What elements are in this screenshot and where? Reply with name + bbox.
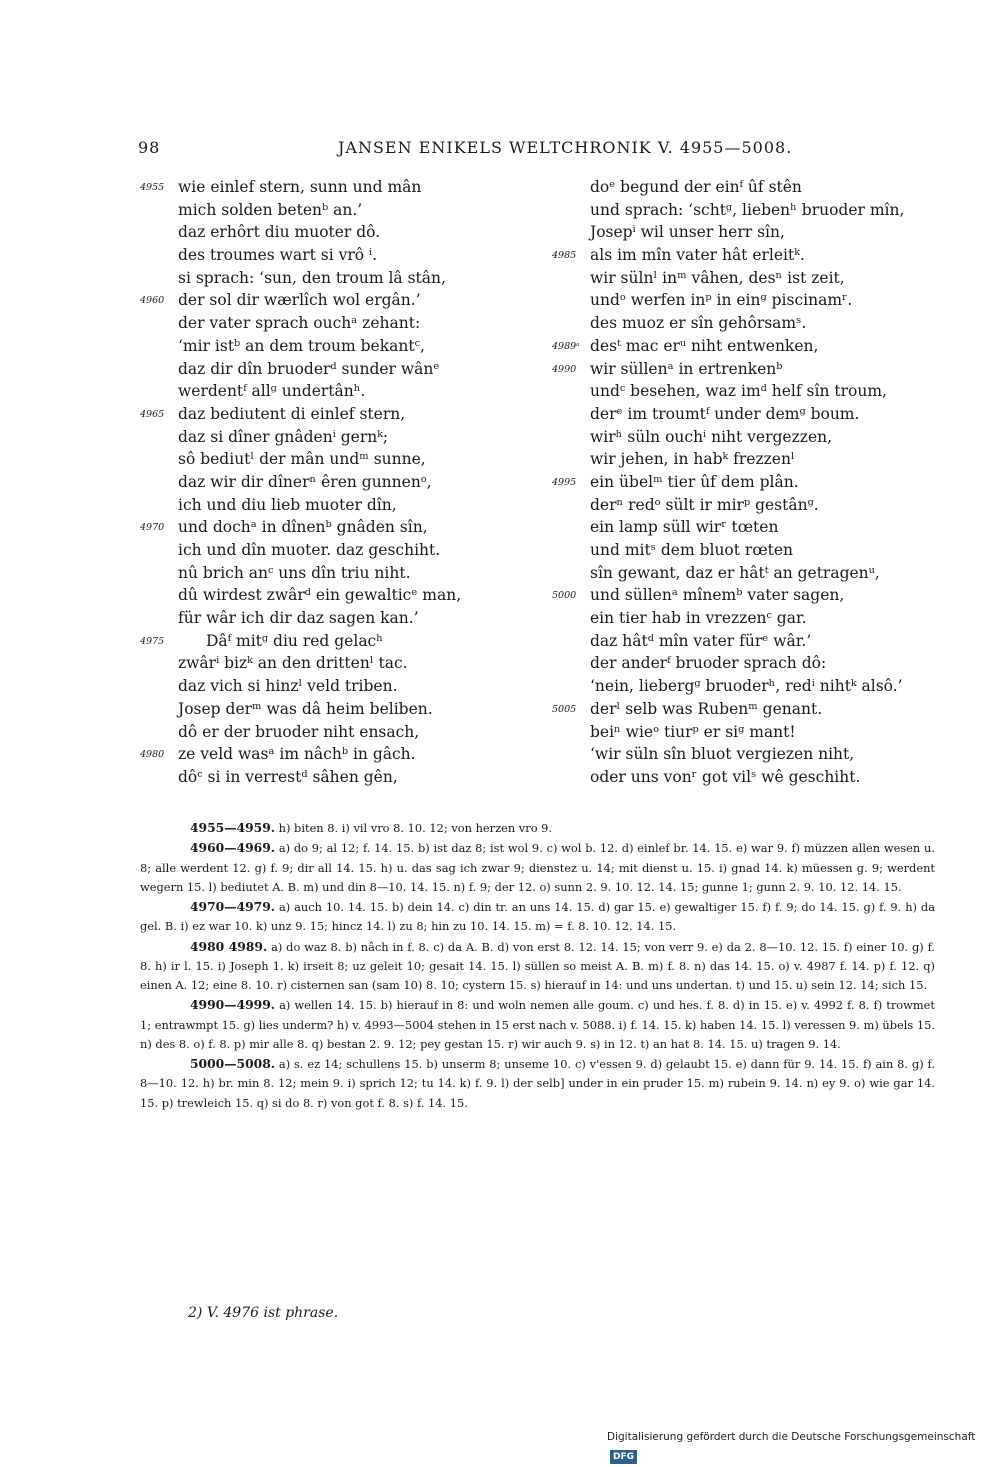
right-verse-line xyxy=(552,244,952,267)
verse-text: oder uns vonʳ got vilˢ wê geschiht. xyxy=(590,767,861,786)
left-verse-line xyxy=(140,607,550,630)
verse-text: daz hâtᵈ mîn vater fürᵉ wâr.’ xyxy=(590,631,812,650)
verse-text: ‘mir istᵇ an dem troum bekantᶜ, xyxy=(178,336,425,355)
verse-text: ich und diu lieb muoter dîn, xyxy=(178,495,397,514)
right-verse-line xyxy=(552,312,952,335)
right-verse-line xyxy=(552,199,952,222)
left-verse-line xyxy=(140,562,550,585)
verse-text: mich solden betenᵇ an.’ xyxy=(178,200,363,219)
verse-number: 4960 xyxy=(140,295,165,307)
verse-text: Josep derᵐ was dâ heim beliben. xyxy=(178,699,433,718)
verse-text: der anderᶠ bruoder sprach dô: xyxy=(590,654,827,673)
verse-text: daz erhôrt diu muoter dô. xyxy=(178,223,381,242)
verse-text: für wâr ich dir daz sagen kan.’ xyxy=(178,609,419,628)
apparatus-variants: a) do waz 8. b) nâch in f. 8. c) da A. B. d) von erst 8. 12. 14. 15; von verr 9. e) da 2. 8—10. 12. 15. f) einer 10. g) f. 8. h) ir l. 15. i) Joseph 1. k) irseit 8; uz geleit 10; gesait 14. 15. l) süllen so meist A. B. m) f. 8. n) das 14. 15. o) v. 4987 f. 14. p) f. 12. q) einen A. 12; eine 8. 10. r) cisternen san (sam 10) 8. 10; cystern 15. s) hierauf in 14: und uns undertan. t) und 15. u) sein 12. 14; sich 15. xyxy=(140,939,936,992)
apparatus-variants: h) biten 8. i) vil vro 8. 10. 12; von herzen vro 9. xyxy=(278,821,553,835)
verse-text: wie einlef stern, sunn und mân xyxy=(178,178,422,196)
right-verse-line xyxy=(552,766,952,789)
verse-number: 4965 xyxy=(140,408,165,420)
dfg-logo: DFG xyxy=(610,1450,637,1464)
verse-text: zwârⁱ bizᵏ an den drittenˡ tac. xyxy=(178,654,408,673)
apparatus-variants: a) do 9; al 12; f. 14. 15. b) ist daz 8; ist wol 9. c) wol b. 12. d) einlef br. 14. 15. e) war 9. f) müzzen allen wesen u. 8; alle werdent 12. g) f. 9; dir all 14. 15. h) u. das sag ich zwar 9; dienstez u. 14; mit dienst u. 15. i) gnad 14. k) müessen g. 9; werdent wegern 15. l) bediutet A. B. m) und din 8—10. 14. 15. n) f. 9; der 12. o) sunn 2. 9. 10. 12. 14. 15; gunne 1; gunn 2. 9. 10. 12. 14. 15. xyxy=(140,841,935,894)
left-verse-line xyxy=(140,516,550,539)
verse-text: dô er der bruoder niht ensach, xyxy=(178,722,420,741)
left-verse-line xyxy=(140,244,550,267)
apparatus-block xyxy=(140,937,935,996)
verse-text: wir süllenᵃ in ertrenkenᵇ xyxy=(590,359,783,378)
left-verse-line xyxy=(140,448,550,471)
right-verse-column xyxy=(552,176,952,789)
left-verse-line xyxy=(140,743,550,766)
verse-number: 4995 xyxy=(552,476,577,488)
left-verse-line xyxy=(140,267,550,290)
verse-text: ein tier hab in vrezzenᶜ gar. xyxy=(590,609,807,628)
apparatus-verse-range: 4990—4999. xyxy=(190,997,276,1013)
verse-text: sô bediutˡ der mân undᵐ sunne, xyxy=(178,450,426,469)
verse-number: 4955 xyxy=(140,182,165,193)
verse-text: undᶜ besehen, waz imᵈ helf sîn troum, xyxy=(590,382,887,401)
right-verse-line xyxy=(552,426,952,449)
verse-text: undᵒ werfen inᵖ in einᵍ piscinamʳ. xyxy=(590,291,853,310)
verse-text: als im mîn vater hât erleitᵏ. xyxy=(590,246,805,265)
verse-text: ‘nein, liebergᵍ bruoderʰ, redⁱ nihtᵏ alsô.’ xyxy=(590,677,903,696)
funding-footer xyxy=(607,1427,1000,1462)
verse-text: daz wir dir dînerⁿ êren gunnenᵒ, xyxy=(178,472,432,491)
left-verse-line xyxy=(140,721,550,744)
right-verse-line xyxy=(552,403,952,426)
apparatus-verse-range: 4980 4989. xyxy=(190,938,268,954)
left-verse-line xyxy=(140,630,550,653)
verse-text: ‘wir süln sîn bluot vergiezen niht, xyxy=(590,745,855,764)
verse-text: ein lamp süll wirʳ tœten xyxy=(590,518,779,537)
verse-number: 4975 xyxy=(140,635,165,647)
verse-text: und süllenᵃ mînemᵇ vater sagen, xyxy=(590,586,845,605)
verse-text: dôᶜ si in verrestᵈ sâhen gên, xyxy=(178,767,398,786)
running-title: JANSEN ENIKELS WELTCHRONIK V. 4955—5008. xyxy=(338,138,793,157)
verse-text: derᵉ im troumtᶠ under demᵍ boum. xyxy=(590,404,860,423)
apparatus-variants: a) auch 10. 14. 15. b) dein 14. c) din tr. an uns 14. 15. d) gar 15. e) gewaltiger 15. f) f. 9; do 14. 15. g) f. 9. h) da gel. B. i) ez war 10. k) unz 9. 15; hincz 14. l) zu 8; hin zu 10. 14. 15. m) = f. 8. 10. 12. 14. 15. xyxy=(140,900,935,934)
verse-text: dû wirdest zwârᵈ ein gewalticᵉ man, xyxy=(178,586,462,605)
right-verse-line xyxy=(552,267,952,290)
left-verse-line xyxy=(140,584,550,607)
left-verse-line xyxy=(140,199,550,222)
apparatus-block xyxy=(140,1054,935,1113)
right-verse-line xyxy=(552,539,952,562)
verse-number: 4980 xyxy=(140,749,165,761)
footnote: 2) V. 4976 ist phrase. xyxy=(188,1305,339,1321)
apparatus-verse-range: 5000—5008. xyxy=(190,1056,276,1071)
verse-text: werdentᶠ allᵍ undertânʰ. xyxy=(178,382,366,401)
verse-text: Dâᶠ mitᵍ diu red gelacʰ xyxy=(206,631,383,650)
left-verse-line xyxy=(140,652,550,675)
verse-number: 4985 xyxy=(552,250,577,262)
right-verse-line xyxy=(552,652,952,675)
verse-text: daz dir dîn bruoderᵈ sunder wânᵉ xyxy=(178,359,440,378)
verse-text: der sol dir wærlîch wol ergân.’ xyxy=(178,291,421,310)
verse-text: desᵗ mac erᵘ niht entwenken, xyxy=(590,336,819,355)
verse-text: der vater sprach ouchᵃ zehant: xyxy=(178,314,421,333)
right-verse-line xyxy=(552,176,952,199)
right-verse-line xyxy=(552,221,952,244)
left-verse-line xyxy=(140,176,550,199)
page-header xyxy=(138,138,858,162)
verse-text: ein übelᵐ tier ûf dem plân. xyxy=(590,472,799,491)
verse-text: daz si dîner gnâdenⁱ gernᵏ; xyxy=(178,427,389,446)
left-verse-line xyxy=(140,335,550,358)
right-verse-line xyxy=(552,675,952,698)
apparatus-variants: a) wellen 14. 15. b) hierauf in 8: und woln nemen alle goum. c) und hes. f. 8. d) in 15. e) v. 4992 f. 8. f) trowmet 1; entrawmpt 15. g) lies underm? h) v. 4993—5004 stehen in 15 erst nach v. 5088. i) f. 14. 15. k) haben 14. 15. l) veressen 9. m) übels 15. n) des 8. o) f. 8. p) mir alle 8. q) bestan 2. 9. 12; pey gestan 15. r) wir auch 9. s) in 12. t) an hat 8. 14. 15. u) tragen 9. 14. xyxy=(140,998,935,1051)
right-verse-line xyxy=(552,448,952,471)
left-verse-line xyxy=(140,698,550,721)
verse-text: daz vich si hinzˡ veld triben. xyxy=(178,677,398,696)
verse-text: wir jehen, in habᵏ frezzenˡ xyxy=(590,450,795,469)
verse-text: derˡ selb was Rubenᵐ genant. xyxy=(590,699,823,718)
right-verse-line xyxy=(552,698,952,721)
apparatus-verse-range: 4960—4969. xyxy=(190,840,276,856)
left-verse-line xyxy=(140,312,550,335)
verse-text: si sprach: ‘sun, den troum lâ stân, xyxy=(178,268,446,287)
apparatus-block xyxy=(140,818,935,838)
verse-text: daz bediutent di einlef stern, xyxy=(178,404,406,423)
verse-number: 5005 xyxy=(552,703,577,715)
verse-number: 4990 xyxy=(552,363,577,375)
verse-text: Josepⁱ wil unser herr sîn, xyxy=(590,223,785,242)
critical-apparatus xyxy=(140,818,935,1113)
left-verse-line xyxy=(140,766,550,789)
apparatus-block xyxy=(140,897,935,937)
verse-text: und sprach: ‘schtᵍ, liebenʰ bruoder mîn, xyxy=(590,200,905,219)
page-number: 98 xyxy=(138,138,161,157)
verse-text: und dochᵃ in dînenᵇ gnâden sîn, xyxy=(178,518,428,537)
right-verse-line xyxy=(552,584,952,607)
left-verse-line xyxy=(140,539,550,562)
right-verse-line xyxy=(552,380,952,403)
funding-note: Digitalisierung gefördert durch die Deutsche Forschungsgemeinschaft xyxy=(607,1431,976,1443)
left-verse-line xyxy=(140,471,550,494)
verse-text: des troumes wart si vrô ⁱ. xyxy=(178,246,378,265)
left-verse-line xyxy=(140,221,550,244)
left-verse-line xyxy=(140,494,550,517)
verse-text: derⁿ redᵒ sült ir mirᵖ gestânᵍ. xyxy=(590,495,819,514)
verse-number: 4970 xyxy=(140,522,165,534)
right-verse-line xyxy=(552,630,952,653)
verse-number: 5000 xyxy=(552,590,577,602)
right-verse-line xyxy=(552,471,952,494)
apparatus-block xyxy=(140,838,935,897)
verse-text: des muoz er sîn gehôrsamˢ. xyxy=(590,314,807,333)
apparatus-block xyxy=(140,995,935,1054)
verse-text: ich und dîn muoter. daz geschiht. xyxy=(178,541,441,559)
right-verse-line xyxy=(552,289,952,312)
verse-text: wir sülnˡ inᵐ vâhen, desⁿ ist zeit, xyxy=(590,268,845,287)
verse-text: doᵉ begund der einᶠ ûf stên xyxy=(590,178,802,196)
right-verse-line xyxy=(552,562,952,585)
right-verse-line xyxy=(552,721,952,744)
apparatus-verse-range: 4970—4979. xyxy=(190,899,276,914)
left-verse-line xyxy=(140,358,550,381)
right-verse-line xyxy=(552,607,952,630)
left-verse-line xyxy=(140,289,550,312)
verse-text: beiⁿ wieᵒ tiurᵖ er siᵍ mant! xyxy=(590,722,796,741)
verse-text: ze veld wasᵃ im nâchᵇ in gâch. xyxy=(178,745,416,764)
apparatus-verse-range: 4955—4959. xyxy=(190,820,276,835)
right-verse-line xyxy=(552,743,952,766)
right-verse-line xyxy=(552,335,952,358)
verse-text: wirʰ süln ouchⁱ niht vergezzen, xyxy=(590,427,833,446)
verse-text: sîn gewant, daz er hâtᵗ an getragenᵘ, xyxy=(590,563,880,582)
left-verse-line xyxy=(140,675,550,698)
verse-text: nû brich anᶜ uns dîn triu niht. xyxy=(178,563,411,582)
apparatus-variants: a) s. ez 14; schullens 15. b) unserm 8; unseme 10. c) v'essen 9. d) gelaubt 15. e) dann für 9. 14. 15. f) ain 8. g) f. 8—10. 12. h) br. min 8. 12; mein 9. i) sprich 12; tu 14. k) f. 9. l) der selb] under in ein pruder 15. m) rubein 9. 14. n) ey 9. o) wie gar 14. 15. p) trewleich 15. q) si do 8. r) von got f. 8. s) f. 14. 15. xyxy=(140,1057,935,1110)
left-verse-column xyxy=(140,176,550,789)
right-verse-line xyxy=(552,516,952,539)
left-verse-line xyxy=(140,403,550,426)
left-verse-line xyxy=(140,426,550,449)
right-verse-line xyxy=(552,494,952,517)
verse-number: 4989ᵃ xyxy=(552,340,580,352)
verse-text: und mitˢ dem bluot rœten xyxy=(590,541,794,559)
left-verse-line xyxy=(140,380,550,403)
right-verse-line xyxy=(552,358,952,381)
